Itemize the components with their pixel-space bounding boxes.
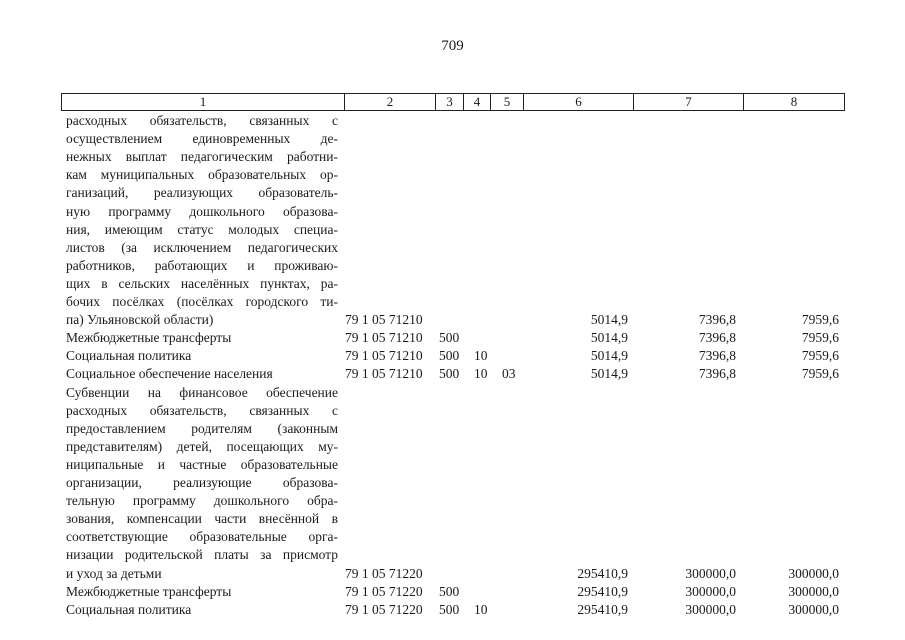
row-value-col6: 295410,9 [577,565,628,581]
row-description: расходных обязательств, связанных с [66,402,338,418]
row-target-code: 79 1 05 71210 [345,366,423,382]
row-value-col8: 300000,0 [788,601,839,617]
header-col-4: 4 [464,94,491,110]
header-col-6: 6 [524,94,634,110]
row-value-col7: 7396,8 [698,330,736,346]
row-target-code: 79 1 05 71210 [345,312,423,328]
row-description: соответствующие образовательные орга- [66,529,338,545]
table-row [0,275,905,293]
row-value-col8: 300000,0 [788,583,839,599]
row-description: Субвенции на финансовое обеспечение [66,384,338,400]
row-value-col6: 5014,9 [590,366,628,382]
row-description: расходных обязательств, связанных с [66,113,338,128]
row-description: организации, реализующие образова- [66,475,338,490]
row-description: Социальная политика [66,348,192,364]
row-target-code: 79 1 05 71220 [345,601,423,617]
row-value-col6: 295410,9 [577,601,628,617]
row-description: кам муниципальных образовательных ор- [66,167,338,183]
row-section: 10 [474,366,488,382]
table-row [0,203,905,221]
header-col-8: 8 [790,94,798,109]
row-value-col8: 7959,6 [801,312,839,328]
table-row [0,293,905,311]
row-description: зования, компенсации части внесённой в [66,511,338,527]
table-row [0,112,905,130]
table-row [0,347,905,365]
row-value-col7: 300000,0 [685,601,736,617]
table-row [0,221,905,239]
row-value-col7: 7396,8 [698,366,736,382]
row-description: щих в сельских населённых пунктах, ра- [66,275,338,291]
row-description: низации родительской платы за присмотр [66,547,338,563]
row-description: представителям) детей, посещающих му- [66,438,338,454]
row-description: ния, имеющим статус молодых специа- [66,221,338,237]
header-col-2: 2 [345,94,436,110]
row-description: ную программу дошкольного образова- [66,203,338,219]
row-value-col7: 7396,8 [698,348,736,364]
table-row [0,601,905,619]
table-row [0,510,905,528]
row-description: нежных выплат педагогическим работни- [66,149,338,165]
table-row [0,546,905,564]
row-description: и уход за детьми [66,565,162,581]
row-description: листов (за исключением педагогических [66,239,338,255]
row-description: осуществлением единовременных де- [66,131,338,147]
row-description: Социальная политика [66,601,192,617]
row-description: бочих посёлках (посёлках городского ти- [66,294,338,309]
table-row [0,130,905,148]
row-description: Межбюджетные трансферты [66,583,232,599]
header-col-3: 3 [436,94,464,110]
row-value-col6: 295410,9 [577,583,628,599]
row-section: 10 [474,348,488,364]
row-value-col8: 7959,6 [801,330,839,346]
row-target-code: 79 1 05 71220 [345,565,423,581]
row-description: предоставлением родителям (законным [66,420,338,436]
row-target-code: 79 1 05 71220 [345,583,423,599]
table-row [0,420,905,438]
table-row [0,329,905,347]
header-col-1: 1 [62,94,345,110]
row-expense-type: 500 [439,348,460,364]
row-value-col6: 5014,9 [590,348,628,364]
table-header [61,93,845,111]
row-expense-type: 500 [439,330,460,346]
row-value-col7: 7396,8 [698,312,736,328]
row-description: па) Ульяновской области) [66,312,214,328]
row-target-code: 79 1 05 71210 [345,348,423,364]
table-row [0,528,905,546]
table-row [0,583,905,601]
row-value-col8: 7959,6 [801,348,839,364]
row-description: тельную программу дошкольного обра- [66,493,338,509]
row-section: 10 [474,601,488,617]
page-number: 709 [441,38,464,54]
table-row [0,565,905,583]
row-description: работников, работающих и проживаю- [66,257,338,273]
row-value-col6: 5014,9 [590,312,628,328]
table-row [0,492,905,510]
row-value-col6: 5014,9 [590,330,628,346]
header-col-5: 5 [491,94,524,110]
table-row [0,402,905,420]
table-row [0,257,905,275]
table-row [0,456,905,474]
row-value-col8: 300000,0 [788,565,839,581]
row-description: Социальное обеспечение населения [66,366,273,382]
row-description: ганизаций, реализующих образователь- [66,185,338,201]
table-row [0,474,905,492]
row-subsection: 03 [502,366,516,382]
table-row [0,166,905,184]
row-value-col7: 300000,0 [685,583,736,599]
row-value-col7: 300000,0 [685,565,736,581]
row-value-col8: 7959,6 [801,366,839,382]
table-row [0,311,905,329]
row-description: ниципальные и частные образовательные [66,456,338,472]
table-row [0,438,905,456]
row-expense-type: 500 [439,366,460,382]
table-row [0,365,905,383]
row-description: Межбюджетные трансферты [66,330,232,346]
table-row [0,384,905,402]
row-target-code: 79 1 05 71210 [345,330,423,346]
row-expense-type: 500 [439,583,460,599]
table-row [0,148,905,166]
row-expense-type: 500 [439,601,460,617]
header-col-7: 7 [634,94,744,110]
table-row [0,184,905,202]
table-row [0,239,905,257]
